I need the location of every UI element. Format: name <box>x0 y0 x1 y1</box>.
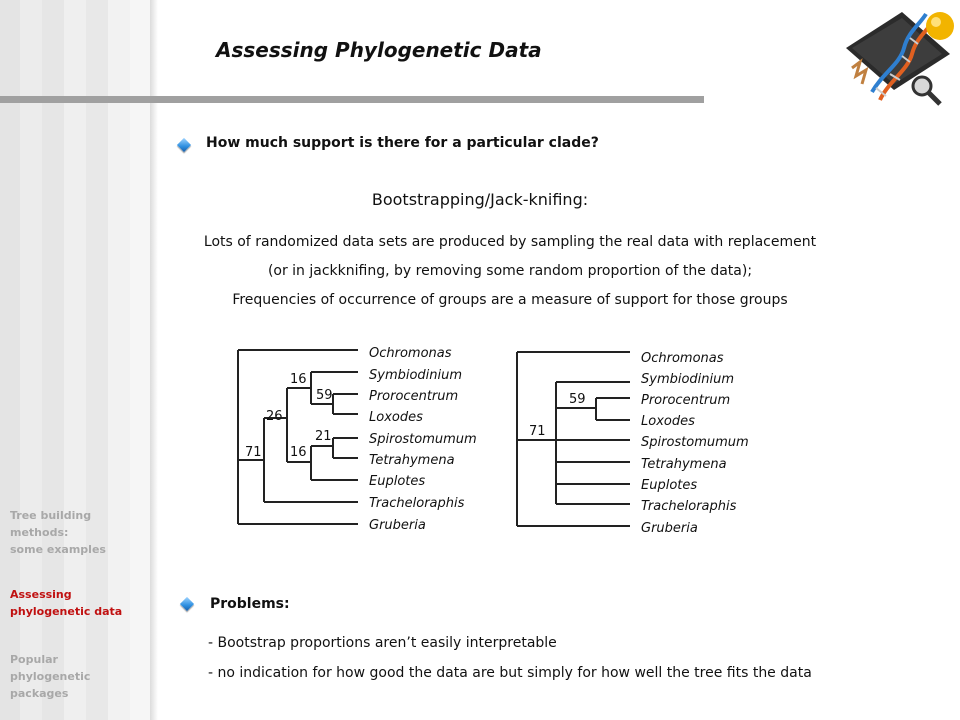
right-taxon-1: Ochromonas <box>641 351 724 366</box>
left-support-4: 21 <box>315 429 332 444</box>
question-text: How much support is there for a particular clade? <box>206 135 599 151</box>
left-taxon-5: Spirostomumum <box>369 432 477 447</box>
dna-logo-icon <box>842 4 954 112</box>
problems-heading: Problems: <box>210 596 290 612</box>
left-taxon-4: Loxodes <box>369 410 423 425</box>
title-rule <box>0 96 704 103</box>
left-taxon-7: Euplotes <box>369 474 426 489</box>
nav-item-popular-packages[interactable] <box>10 651 90 702</box>
right-taxon-8: Tracheloraphis <box>641 499 737 514</box>
nav-item-popular-packages-line-1: Popular <box>10 653 58 666</box>
paragraph-line-3: Frequencies of occurrence of groups are a measure of support for those groups <box>232 292 788 308</box>
nav-item-tree-building[interactable] <box>10 507 106 558</box>
phylogenetic-tree-right <box>510 342 770 538</box>
left-taxon-6: Tetrahymena <box>369 453 455 468</box>
left-taxon-8: Tracheloraphis <box>369 496 465 511</box>
nav-item-popular-packages-line-2: phylogenetic <box>10 670 91 683</box>
right-support-1: 59 <box>569 392 586 407</box>
nav-item-assessing[interactable] <box>10 586 122 620</box>
right-taxon-6: Tetrahymena <box>641 457 727 472</box>
left-taxon-3: Prorocentrum <box>369 389 459 404</box>
slide-title: Assessing Phylogenetic Data <box>216 38 542 62</box>
phylogenetic-tree-left <box>230 338 490 538</box>
left-support-2: 59 <box>316 388 333 403</box>
description-paragraph <box>160 228 860 315</box>
right-support-2: 71 <box>529 424 546 439</box>
paragraph-line-2: (or in jackknifing, by removing some random proportion of the data); <box>267 263 753 279</box>
left-taxon-2: Symbiodinium <box>369 368 463 383</box>
right-taxon-9: Gruberia <box>641 521 698 536</box>
right-taxon-2: Symbiodinium <box>641 372 735 387</box>
nav-item-tree-building-line-2: methods: <box>10 526 69 539</box>
nav-item-tree-building-line-3: some examples <box>10 543 106 556</box>
left-support-1: 16 <box>290 372 307 387</box>
problem-item-1: - Bootstrap proportions aren’t easily interpretable <box>208 635 557 651</box>
left-support-6: 16 <box>290 445 307 460</box>
nav-item-tree-building-line-1: Tree building <box>10 509 92 522</box>
right-taxon-5: Spirostomumum <box>641 435 749 450</box>
question-bullet-icon <box>177 138 191 152</box>
right-taxon-4: Loxodes <box>641 414 695 429</box>
right-taxon-3: Prorocentrum <box>641 393 731 408</box>
right-taxon-7: Euplotes <box>641 478 698 493</box>
left-support-3: 26 <box>266 409 283 424</box>
problem-item-2: - no indication for how good the data are but simply for how well the tree fits the data <box>208 665 812 681</box>
problems-bullet-icon <box>180 597 194 611</box>
nav-item-popular-packages-line-3: packages <box>10 687 69 700</box>
nav-item-assessing-line-1: Assessing <box>10 588 72 601</box>
left-support-5: 71 <box>245 445 262 460</box>
paragraph-line-1: Lots of randomized data sets are produced by sampling the real data with replacement <box>203 234 817 250</box>
left-taxon-1: Ochromonas <box>369 346 452 361</box>
nav-item-assessing-line-2: phylogenetic data <box>10 605 123 618</box>
sidebar-shadow <box>150 0 158 720</box>
subtitle: Bootstrapping/Jack-knifing: <box>371 190 589 209</box>
left-taxon-9: Gruberia <box>369 518 426 533</box>
